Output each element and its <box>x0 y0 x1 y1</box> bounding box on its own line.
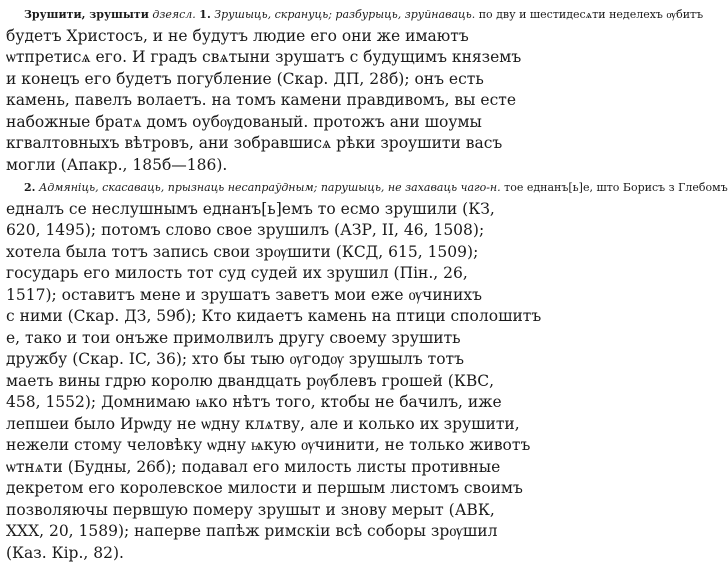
sense-2-line-12: нежели стому человѣку ѡдну ѩкую ѹчинити, не только животъ <box>6 435 578 457</box>
sense-2-line-1: едналъ се неслушнымъ еднанъ[ь]емъ то есмо зрушили (КЗ, <box>6 199 578 221</box>
sense-2-line-5: 1517); оставитъ мене и зрушатъ заветъ мои еже ѹчинихъ <box>6 285 578 307</box>
sense-1-paragraph <box>6 4 578 176</box>
sense-2-line-3: хотела была тотъ запись свои зрѹшити (КСД, 615, 1509); <box>6 242 578 264</box>
sense-2-line-4: государь его милость тот суд судей их зрушил (Пін., 26, <box>6 263 578 285</box>
sense-2-line-11: лепшеи было Ирѡду не ѡдну клѧтву, але и колько их зрушити, <box>6 414 578 436</box>
sense-1-line-1: будетъ Христосъ, и не будутъ людие его они же имаютъ <box>6 26 578 48</box>
sense-2-line-13: ѡтнѧти (Будны, 26б); подавал его милость листы противные <box>6 457 578 479</box>
sense-1-line-2: ѡтпретисѧ его. И градъ свѧтыни зрушатъ с будущимъ княземъ <box>6 47 578 69</box>
sense-2-line-9: маеть вины гдрю королю двандцать рѹблевъ грошей (КВС, <box>6 371 578 393</box>
sense-2-line-2: 620, 1495); потомъ слово свое зрушилъ (АЗР, II, 46, 1508); <box>6 220 578 242</box>
sense-2-paragraph <box>6 177 578 564</box>
sense-2-line-7: е, тако и тои онъже примолвилъ другу своему зрушить <box>6 328 578 350</box>
sense-2-definition: Адмяніць, скасаваць, прызнаць несапраўдным; парушыць, не захаваць чаго-н. <box>39 181 501 194</box>
sense-1-line-3: и конецъ его будетъ погубление (Скар. ДП, 28б); онъ есть <box>6 69 578 91</box>
sense-2-line-10: 458, 1552); Домнимаю ѩко нѣтъ того, ктобы не бачилъ, иже <box>6 392 578 414</box>
sense-1-definition: Зрушыць, скрануць; разбурыць, зруйнаваць. <box>214 8 475 21</box>
sense-2-line-8: дружбу (Скар. IC, 36); хто бы тыю ѹгодѹ зрушылъ тотъ <box>6 349 578 371</box>
sense-2-quote-0: тое еднанъ[ь]е, што Борисъ з Глебомъ <box>504 181 728 194</box>
sense-2-line-17: (Каз. Кір., 82). <box>6 543 578 564</box>
sense-2-number: 2. <box>24 181 35 194</box>
sense-1-number: 1. <box>199 8 210 21</box>
sense-2-line-15: позволяючы первшую померу зрушыт и знову мерыт (АВК, <box>6 500 578 522</box>
headword: Зрушити, зрушыти <box>24 8 149 21</box>
sense-2-line-0 <box>6 177 578 199</box>
sense-1-line-0 <box>6 4 578 26</box>
sense-1-line-7: могли (Апакр., 185б—186). <box>6 155 578 177</box>
sense-1-quote-0: по дву и шестидесѧти неделехъ ѹбитъ <box>479 8 703 21</box>
sense-2-line-14: декретом его королевское милости и першым листомъ своимъ <box>6 478 578 500</box>
sense-2-line-16: XXX, 20, 1589); наперве папѣж римскіи всѣ соборы зрѹшил <box>6 521 578 543</box>
sense-1-line-6: кгвалтовныхъ вѣтровъ, ани зобравшисѧ рѣки зроушити васъ <box>6 133 578 155</box>
sense-1-line-4: камень, павелъ волаетъ. на томъ камени правдивомъ, вы есте <box>6 90 578 112</box>
part-of-speech: дзеясл. <box>152 8 195 21</box>
sense-2-line-6: с ними (Скар. ДЗ, 59б); Кто кидаетъ камень на птици сполошитъ <box>6 306 578 328</box>
sense-1-line-5: набожные братѧ домъ оубѹдованый. протожъ ани шоумы <box>6 112 578 134</box>
